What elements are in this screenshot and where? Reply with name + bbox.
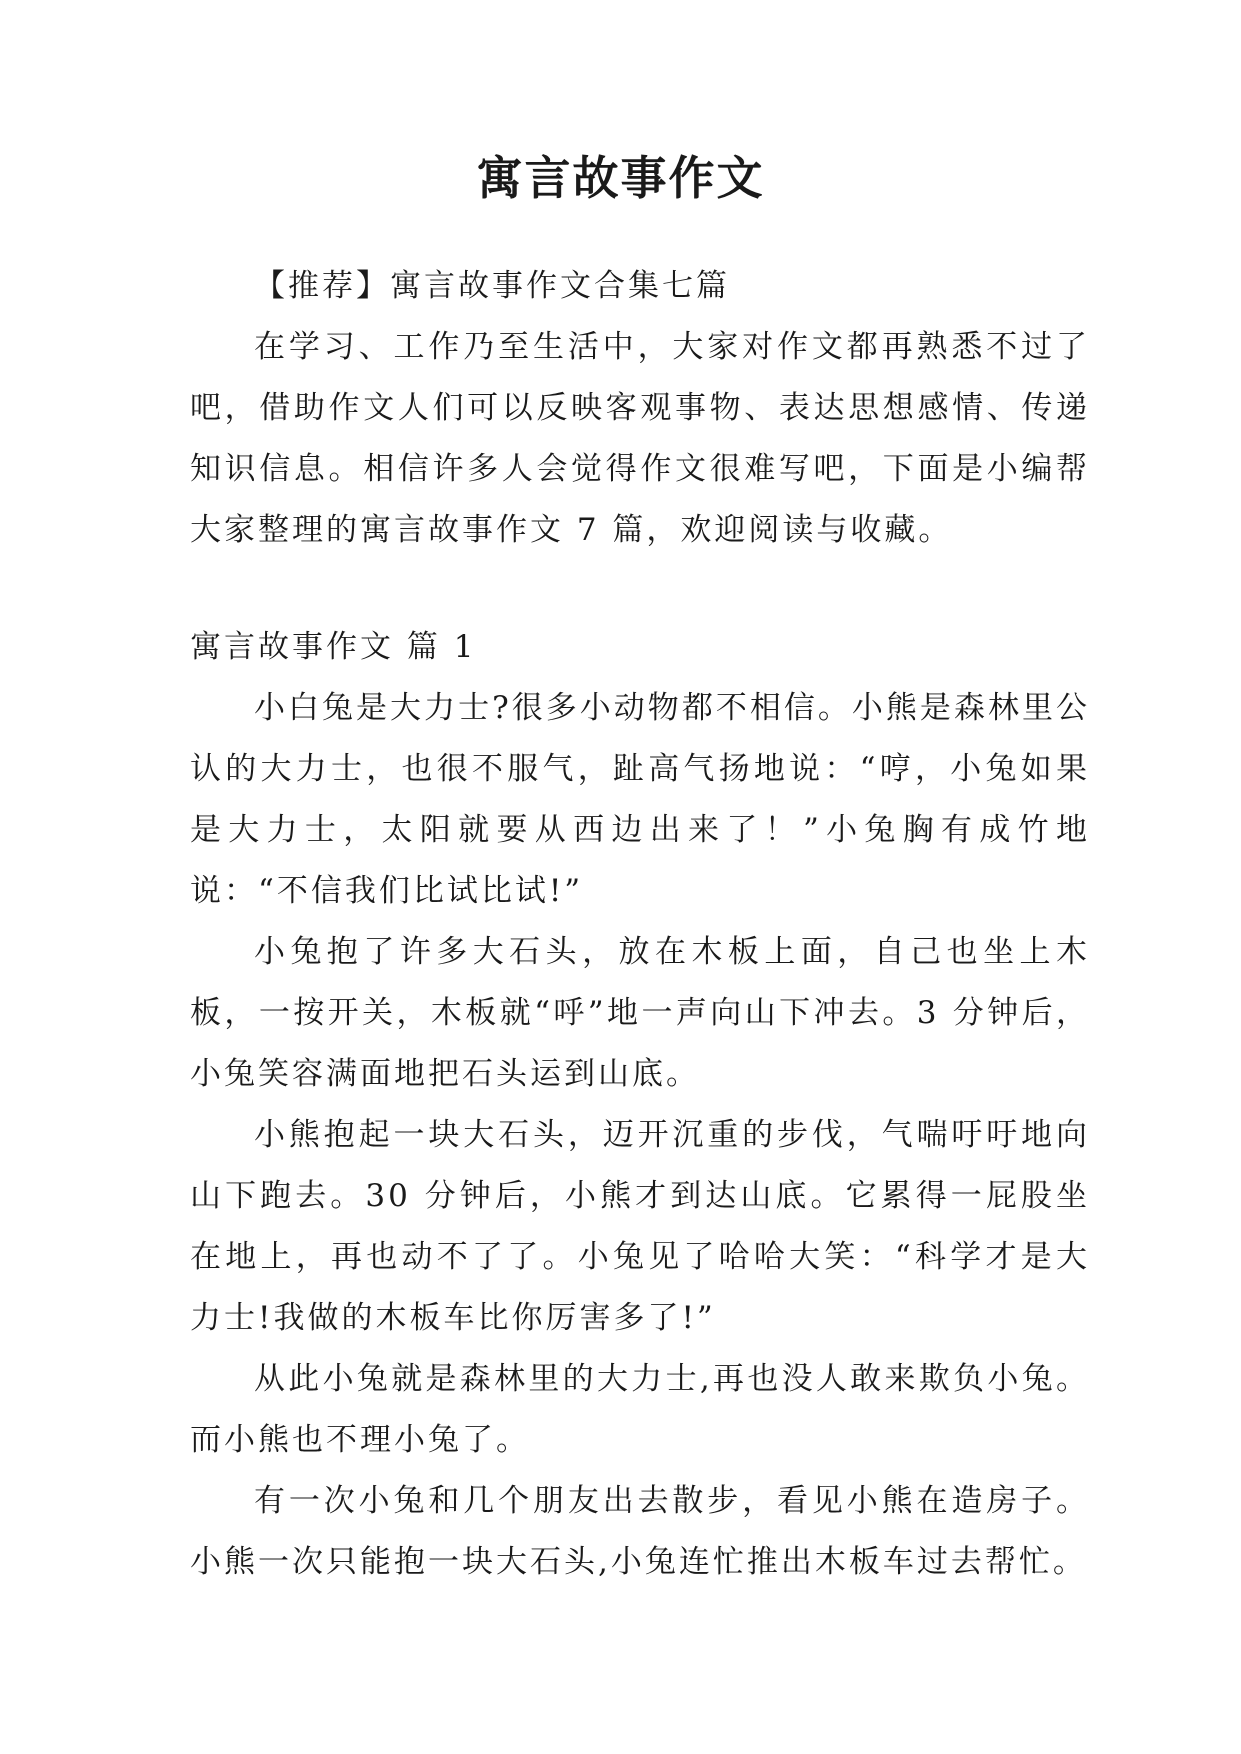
section-gap bbox=[190, 561, 1090, 617]
document-body bbox=[190, 256, 1090, 1593]
story-paragraph: 小熊抱起一块大石头，迈开沉重的步伐，气喘吁吁地向山下跑去。30 分钟后，小熊才到达山底。它累得一屁股坐在地上，再也动不了了。小兔见了哈哈大笑：“科学才是大力士!我做的木板车比你厉害多了!” bbox=[190, 1117, 1090, 1336]
story-paragraph: 小兔抱了许多大石头，放在木板上面，自己也坐上木板，一按开关，木板就“呼”地一声向山下冲去。3 分钟后，小兔笑容满面地把石头运到山底。 bbox=[190, 934, 1090, 1092]
story-paragraph: 小白兔是大力士?很多小动物都不相信。小熊是森林里公认的大力士，也很不服气，趾高气扬地说：“哼，小兔如果是大力士，太阳就要从西边出来了！”小兔胸有成竹地说：“不信我们比试比试!” bbox=[190, 690, 1090, 909]
page-title: 寓言故事作文 bbox=[476, 151, 765, 205]
intro-paragraph: 在学习、工作乃至生活中，大家对作文都再熟悉不过了吧，借助作文人们可以反映客观事物、表达思想感情、传递知识信息。相信许多人会觉得作文很难写吧，下面是小编帮大家整理的寓言故事作文 7 篇，欢迎阅读与收藏。 bbox=[190, 329, 1090, 548]
story-paragraph: 有一次小兔和几个朋友出去散步，看见小熊在造房子。小熊一次只能抱一块大石头,小兔连忙推出木板车过去帮忙。 bbox=[190, 1483, 1090, 1580]
intro-heading: 【推荐】寓言故事作文合集七篇 bbox=[254, 268, 730, 304]
section-heading: 寓言故事作文 篇 1 bbox=[190, 629, 477, 665]
story-paragraph: 从此小兔就是森林里的大力士,再也没人敢来欺负小兔。而小熊也不理小兔了。 bbox=[190, 1361, 1090, 1458]
